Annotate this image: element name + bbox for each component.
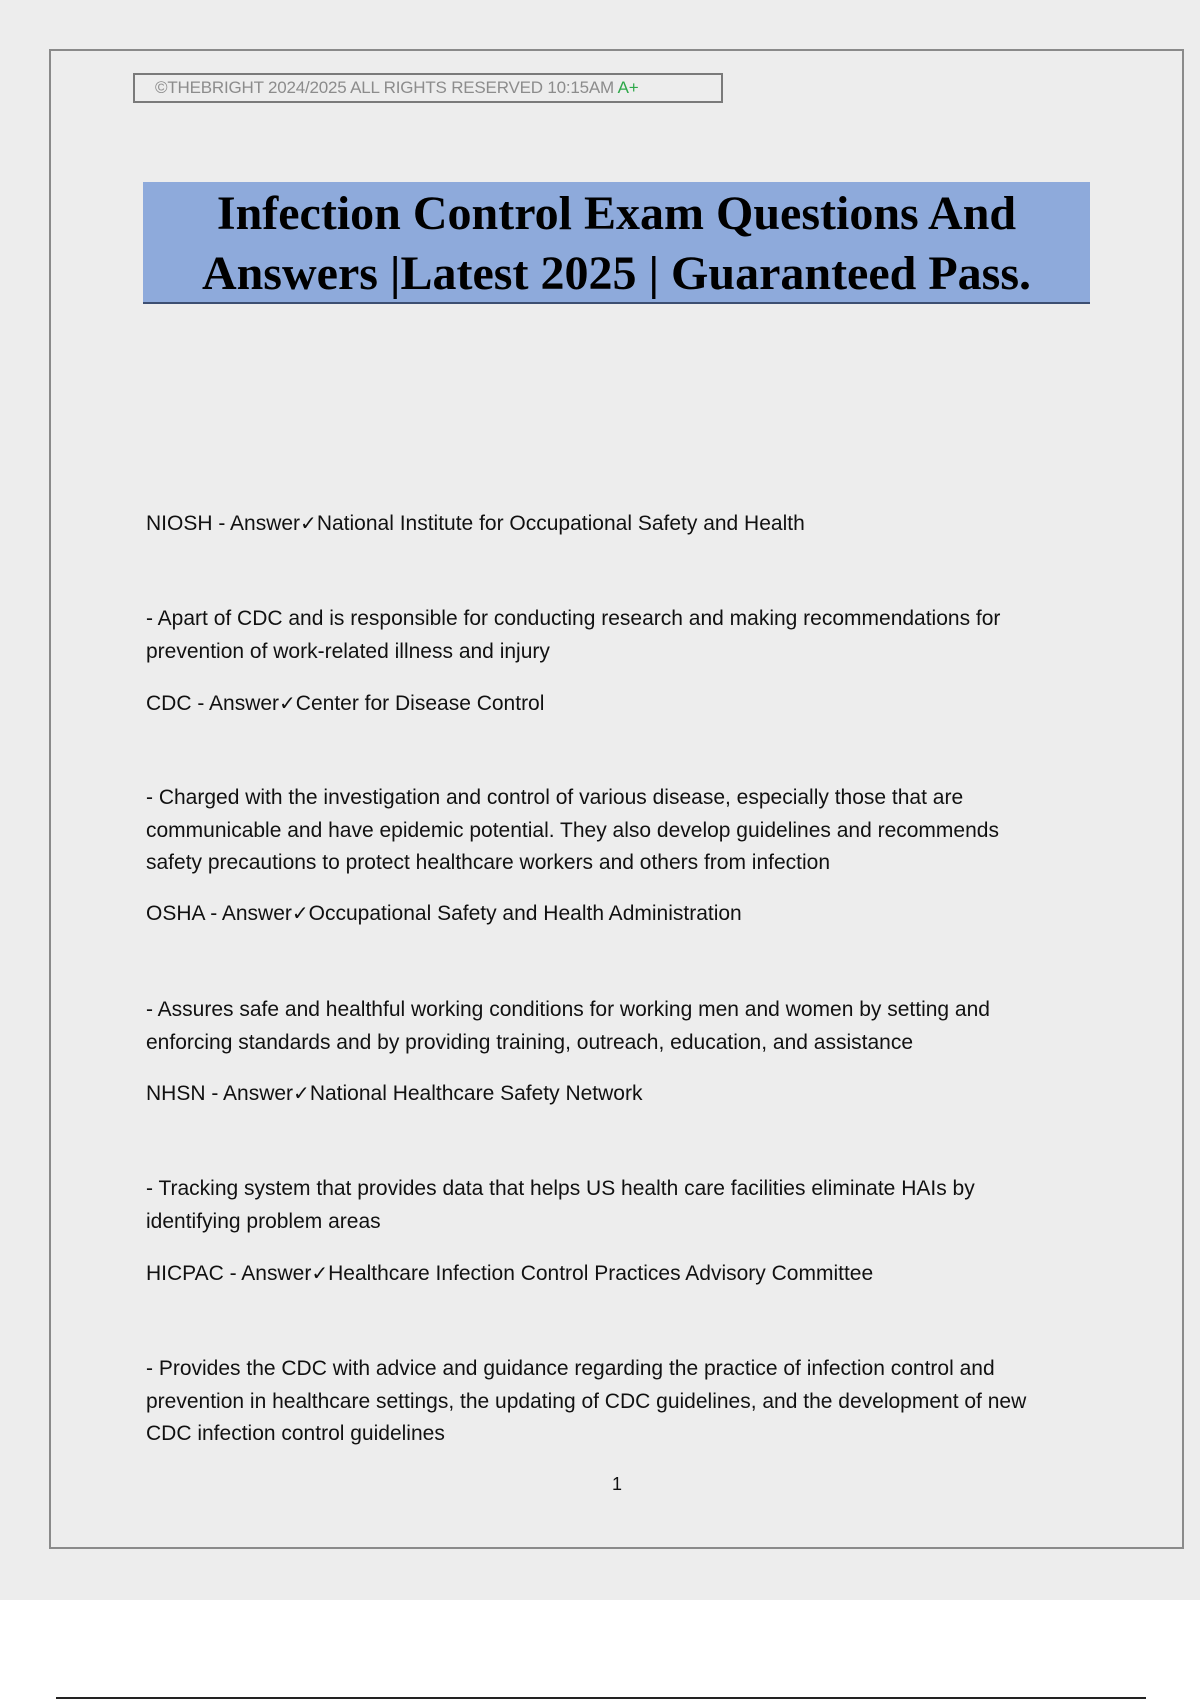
checkmark-icon: ✓ — [311, 1261, 329, 1285]
term: NHSN — [146, 1082, 206, 1105]
grade-badge: A+ — [617, 78, 639, 97]
description-line: - Tracking system that provides data that helps US health care facilities eliminate HAIs by — [146, 1177, 975, 1200]
term: OSHA — [146, 902, 205, 925]
description-line: prevention of work-related illness and injury — [146, 639, 550, 663]
description-line: - Provides the CDC with advice and guidance regarding the practice of infection control and — [146, 1357, 995, 1380]
term: NIOSH — [146, 512, 213, 535]
qa-term-line — [146, 1259, 873, 1288]
checkmark-icon: ✓ — [279, 691, 296, 715]
description-line: safety precautions to protect healthcare workers and others from infection — [146, 851, 831, 874]
qa-term-line — [146, 689, 544, 718]
description-line: - Assures safe and healthful working conditions for working men and women by setting and — [146, 998, 990, 1021]
answer-text: Healthcare Infection Control Practices Advisory Committee — [328, 1262, 874, 1285]
title-banner — [143, 182, 1090, 304]
qa-description — [146, 1173, 1096, 1238]
description-line: enforcing standards and by providing training, outreach, education, and assistance — [146, 1030, 913, 1054]
description-line: prevention in healthcare settings, the updating of CDC guidelines, and the development of new — [146, 1389, 1027, 1413]
description-line: - Apart of CDC and is responsible for conducting research and making recommendations for — [146, 607, 1001, 630]
answer-text: Occupational Safety and Health Administration — [308, 902, 742, 925]
qa-term-line — [146, 509, 805, 538]
answer-text: National Healthcare Safety Network — [309, 1082, 643, 1105]
answer-label: - Answer — [204, 902, 292, 925]
answer-label: - Answer — [191, 692, 280, 715]
answer-text: Center for Disease Control — [295, 692, 545, 715]
qa-description — [146, 603, 1096, 668]
checkmark-icon: ✓ — [300, 511, 317, 535]
title-line-2: Answers |Latest 2025 | Guaranteed Pass. — [201, 247, 1032, 300]
checkmark-icon: ✓ — [293, 1081, 310, 1105]
answer-label: - Answer — [223, 1262, 312, 1285]
description-line: CDC infection control guidelines — [146, 1422, 445, 1445]
description-line: communicable and have epidemic potential. They also develop guidelines and recommends — [146, 818, 999, 842]
qa-description — [146, 782, 1096, 880]
term: HICPAC — [146, 1262, 224, 1285]
description-line: identifying problem areas — [146, 1209, 381, 1233]
answer-label: - Answer — [212, 512, 301, 535]
qa-description — [146, 994, 1096, 1059]
term: CDC — [146, 692, 192, 715]
qa-term-line — [146, 899, 742, 928]
answer-label: - Answer — [205, 1082, 294, 1105]
checkmark-icon: ✓ — [291, 901, 309, 925]
next-page-divider — [56, 1697, 1146, 1699]
qa-term-line — [146, 1079, 642, 1108]
qa-description — [146, 1353, 1096, 1451]
copyright-text: ©THEBRIGHT 2024/2025 ALL RIGHTS RESERVED 10:15AM — [155, 78, 614, 97]
title-line-1: Infection Control Exam Questions And — [216, 187, 1017, 240]
copyright-header — [133, 73, 723, 103]
answer-text: National Institute for Occupational Safety and Health — [316, 512, 805, 535]
page-number: 1 — [611, 1474, 622, 1494]
description-line: - Charged with the investigation and control of various disease, especially those that are — [146, 786, 964, 809]
